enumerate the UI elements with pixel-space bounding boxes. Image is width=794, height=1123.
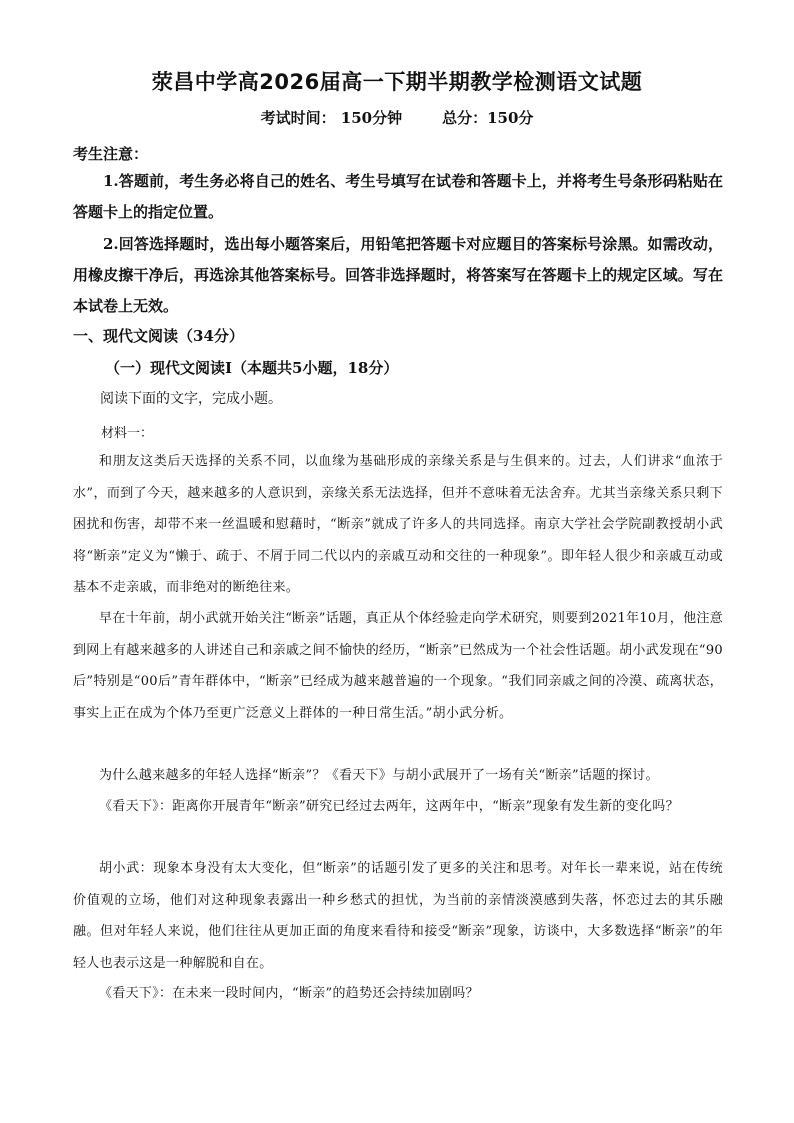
paragraph: 胡小武：现象本身没有太大变化，但“断亲”的话题引发了更多的关注和思考。对年长一辈来说，站在传统价值观的立场，他们对这种现象表露出一种乡愁式的担忧，为当前的亲情淡漠感到失落，怀恋过去的其乐融融。但对年轻人来说，他们往往从更加正面的角度来看待和接受“断亲”现象，访谈中，大多数选择“断亲”的年轻人也表示这是一种解脱和自在。 bbox=[73, 861, 723, 971]
exam-meta bbox=[0, 107, 794, 128]
reading-instruction: 阅读下面的文字，完成小题。 bbox=[100, 391, 282, 407]
notice-heading: 考生注意： bbox=[73, 145, 149, 163]
page-title: 荥昌中学高2026届高一下期半期教学检测语文试题 bbox=[151, 70, 643, 94]
material-label: 材料一： bbox=[101, 426, 154, 441]
subsection-title: （一）现代文阅读Ⅰ（本题共5小题，18分） bbox=[105, 359, 399, 377]
paragraph: 早在十年前，胡小武就开始关注“断亲”话题，真正从个体经验走向学术研究，则要到2021年10月，他注意到网上有越来越多的人讲述自己和亲戚之间不愉快的经历，“断亲”已然成为一个社会性话题。胡小武发现在“90后”特别是“00后”青年群体中，“断亲”已经成为越来越普遍的一个现象。“我们同亲戚之间的冷漠、疏离状态，事实上正在成为个体乃至更广泛意义上群体的一种日常生活。”胡小武分析。 bbox=[73, 611, 723, 721]
notice-item-2: 2.回答选择题时，选出每小题答案后，用铅笔把答题卡对应题目的答案标号涂黑。如需改动，用橡皮擦干净后，再选涂其他答案标号。回答非选择题时，将答案写在答题卡上的规定区域。写在本试卷上无效。 bbox=[73, 235, 723, 315]
total-score: 总分：150分 bbox=[442, 109, 534, 127]
paragraph: 为什么越来越多的年轻人选择“断亲”？《看天下》与胡小武展开了一场有关“断亲”话题的探讨。 bbox=[99, 768, 659, 783]
section-title: 一、现代文阅读（34分） bbox=[73, 327, 244, 345]
notice-item-1: 1.答题前，考生务必将自己的姓名、考生号填写在试卷和答题卡上，并将考生号条形码粘贴在答题卡上的指定位置。 bbox=[73, 172, 723, 221]
paragraph: 《看天下》：距离你开展青年“断亲”研究已经过去两年，这两年中，“断亲”现象有发生新的变化吗？ bbox=[99, 799, 679, 814]
exam-time: 考试时间： 150分钟 bbox=[260, 109, 403, 127]
paragraph: 和朋友这类后天选择的关系不同，以血缘为基础形成的亲缘关系是与生俱来的。过去，人们讲求“血浓于水”，而到了今天，越来越多的人意识到，亲缘关系无法选择，但并不意味着无法舍弃。尤其当亲缘关系只剩下困扰和伤害，却带不来一丝温暖和慰藉时，“断亲”就成了许多人的共同选择。南京大学社会学院副教授胡小武将“断亲”定义为“懒于、疏于、不屑于同二代以内的亲戚互动和交往的一种现象”。即年轻人很少和亲戚互动或基本不走亲戚，而非绝对的断绝往来。 bbox=[73, 454, 723, 595]
paragraph: 《看天下》：在未来一段时间内，“断亲”的趋势还会持续加剧吗？ bbox=[99, 986, 479, 1001]
